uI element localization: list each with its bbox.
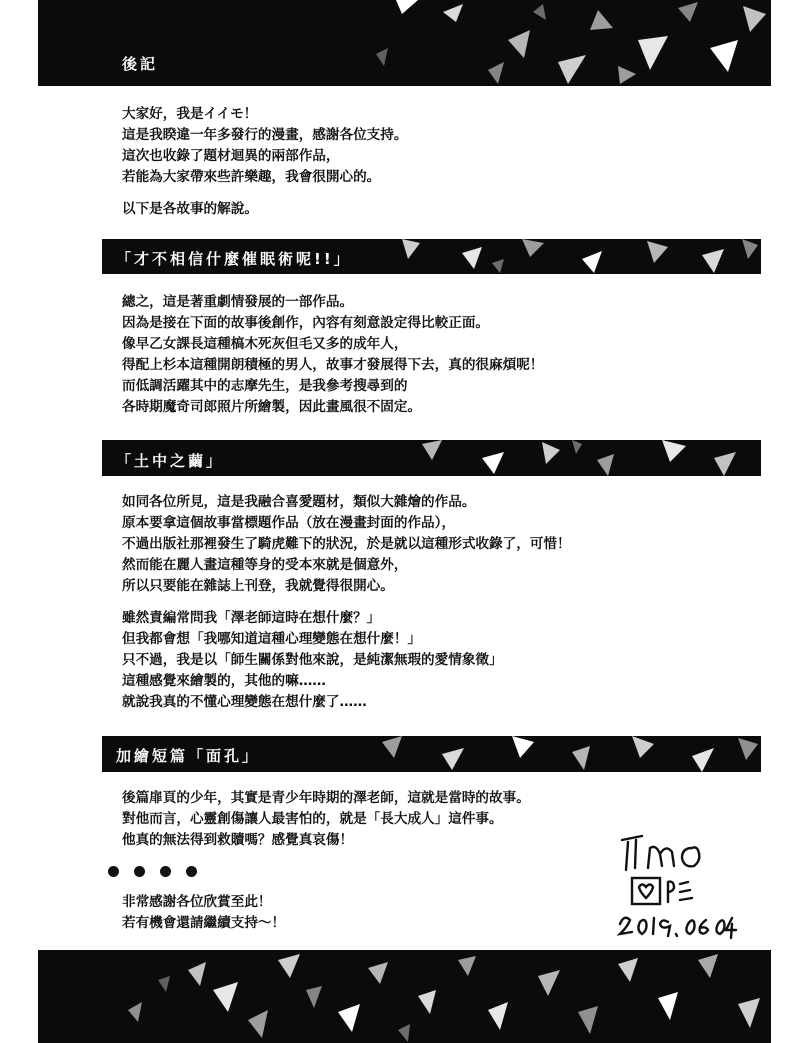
section-line: 他真的無法得到救贖嗎？感覺真哀傷！ xyxy=(122,832,354,848)
section-line: 如同各位所見，這是我融合喜愛題材，類似大雜燴的作品。 xyxy=(122,494,476,510)
header-band xyxy=(38,0,771,86)
section-line: 各時期魔奇司郎照片所繪製，因此畫風很不固定。 xyxy=(122,399,422,415)
section-band-3 xyxy=(102,736,761,772)
section-line: 像早乙女課長這種槁木死灰但毛又多的成年人， xyxy=(122,336,408,352)
section-line: 不過出版社那裡發生了騎虎難下的狀況，於是就以這種形式收錄了，可惜！ xyxy=(122,536,571,552)
dot-icon xyxy=(134,866,145,877)
section-line: 對他而言，心靈創傷讓人最害怕的，就是「長大成人」這件事。 xyxy=(122,811,503,827)
dot-icon xyxy=(186,866,197,877)
closing-paragraph xyxy=(122,892,285,934)
section-line: 但我都會想「我哪知道這種心理變態在想什麼！」 xyxy=(122,631,422,647)
section-line: 這種感覺來繪製的，其他的嘛…… xyxy=(122,673,326,689)
closing-line: 非常感謝各位欣賞至此！ xyxy=(122,894,272,910)
intro-line: 若能為大家帶來些許樂趣，我會很開心的。 xyxy=(122,169,381,185)
dot-icon xyxy=(160,866,171,877)
footer-shard-pattern xyxy=(38,950,771,1043)
section-title: 「才不相信什麼催眠術呢!!」 xyxy=(116,250,352,268)
dot-icon xyxy=(108,866,119,877)
section-line: 然而能在麗人畫這種等身的受本來就是個意外， xyxy=(122,557,408,573)
handwritten-signature xyxy=(608,826,738,944)
section-line: 後篇扉頁的少年，其實是青少年時期的澤老師，這就是當時的故事。 xyxy=(122,790,530,806)
section-line: 原本要拿這個故事當標題作品（放在漫畫封面的作品）， xyxy=(122,515,456,531)
section-line: 總之，這是著重劇情發展的一部作品。 xyxy=(122,294,354,310)
section-line: 就說我真的不懂心理變態在想什麼了…… xyxy=(122,694,367,710)
page-title: 後記 xyxy=(122,55,159,73)
section-title: 加繪短篇「面孔」 xyxy=(116,747,261,765)
section-2-paragraph-1 xyxy=(122,492,571,597)
footer-band xyxy=(38,950,771,1043)
section-line: 雖然責編常問我「澤老師這時在想什麼？」 xyxy=(122,610,381,626)
section-line: 因為是接在下面的故事後創作，內容有刻意設定得比較正面。 xyxy=(122,315,490,331)
closing-line: 若有機會還請繼續支持～！ xyxy=(122,915,286,931)
intro-paragraph xyxy=(122,104,407,188)
signature xyxy=(608,826,738,948)
intro-lead-line: 以下是各故事的解說。 xyxy=(122,201,258,217)
section-line: 所以只要能在雜誌上刊登，我就覺得很開心。 xyxy=(122,578,394,594)
section-line: 而低調活躍其中的志摩先生，是我參考搜尋到的 xyxy=(122,378,408,394)
section-band-2 xyxy=(102,440,761,476)
ellipsis-dots xyxy=(108,862,212,881)
intro-line: 大家好，我是イイモ！ xyxy=(122,106,258,122)
section-2-paragraph-2 xyxy=(122,608,503,713)
section-line: 只不過，我是以「師生關係對他來說，是純潔無瑕的愛情象徵」 xyxy=(122,652,503,668)
section-title: 「土中之繭」 xyxy=(116,452,225,470)
intro-line: 這是我睽違一年多發行的漫畫，感謝各位支持。 xyxy=(122,127,408,143)
section-line: 得配上杉本這種開朗積極的男人，故事才發展得下去，真的很麻煩呢！ xyxy=(122,357,544,373)
section-band-1 xyxy=(102,239,761,274)
section-1-paragraph xyxy=(122,292,543,418)
section-3-paragraph xyxy=(122,788,530,851)
intro-lead xyxy=(122,199,258,220)
intro-line: 這次也收錄了題材迴異的兩部作品， xyxy=(122,148,340,164)
